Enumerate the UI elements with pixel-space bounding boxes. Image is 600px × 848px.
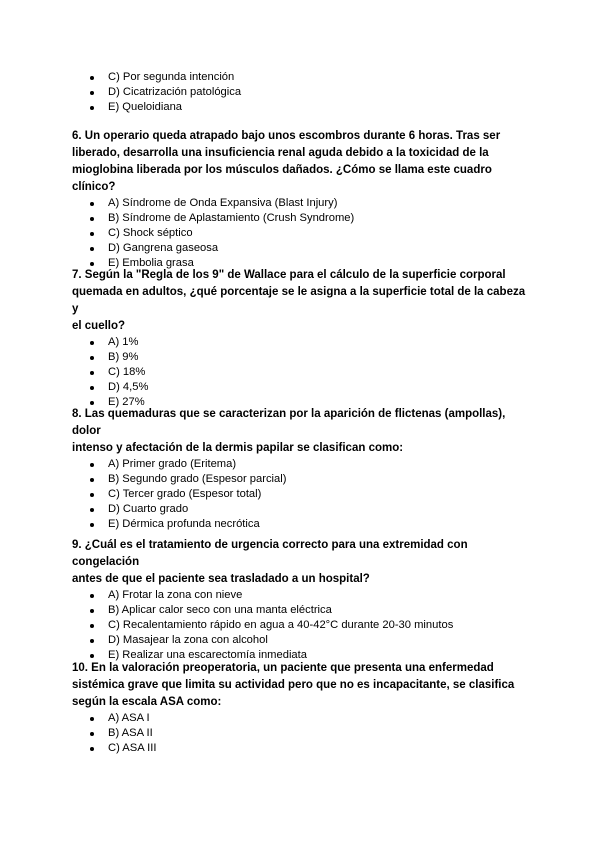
bullet-icon [90, 609, 94, 613]
bullet-icon [90, 401, 94, 405]
question-9 [72, 537, 532, 663]
option-item: E) Embolia grasa [72, 256, 532, 271]
option-list [72, 335, 532, 410]
option-item: B) Aplicar calor seco con una manta eléctrica [72, 603, 532, 618]
question-10 [72, 660, 532, 756]
option-item: C) Tercer grado (Espesor total) [72, 487, 532, 502]
option-item: D) Cicatrización patológica [72, 85, 532, 100]
option-item: C) Shock séptico [72, 226, 532, 241]
bullet-icon [90, 463, 94, 467]
option-item: E) Dérmica profunda necrótica [72, 517, 532, 532]
bullet-icon [90, 106, 94, 110]
bullet-icon [90, 386, 94, 390]
bullet-icon [90, 91, 94, 95]
question-6 [72, 128, 532, 271]
bullet-icon [90, 508, 94, 512]
bullet-icon [90, 232, 94, 236]
bullet-icon [90, 717, 94, 721]
option-item: E) Queloidiana [72, 100, 532, 115]
bullet-icon [90, 523, 94, 527]
question-5-continued [72, 70, 532, 115]
bullet-icon [90, 639, 94, 643]
option-item: D) Masajear la zona con alcohol [72, 633, 532, 648]
question-text: 6. Un operario queda atrapado bajo unos escombros durante 6 horas. Tras ser liberado, desarrolla una insuficiencia renal aguda debido a la toxicidad de la mioglobina liberada por los músculos dañados. ¿Cómo se llama este cuadro clínico? [72, 130, 501, 193]
bullet-icon [90, 247, 94, 251]
option-item: E) 27% [72, 395, 532, 410]
option-item: B) Síndrome de Aplastamiento (Crush Syndrome) [72, 211, 532, 226]
option-item: B) 9% [72, 350, 532, 365]
option-list [72, 457, 532, 532]
option-item: C) 18% [72, 365, 532, 380]
option-item: D) 4,5% [72, 380, 532, 395]
bullet-icon [90, 76, 94, 80]
option-item: C) Recalentamiento rápido en agua a 40-42°C durante 20-30 minutos [72, 618, 532, 633]
bullet-icon [90, 356, 94, 360]
bullet-icon [90, 202, 94, 206]
bullet-icon [90, 262, 94, 266]
question-text: 10. En la valoración preoperatoria, un paciente que presenta una enfermedad sistémica grave que limita su actividad pero que no es incapacitante, se clasifica según la escala ASA como: [72, 662, 515, 708]
option-item: A) ASA I [72, 711, 532, 726]
bullet-icon [90, 654, 94, 658]
option-item: E) Realizar una escarectomía inmediata [72, 648, 532, 663]
question-text: 8. Las quemaduras que se caracterizan por la aparición de flictenas (ampollas), dolor intenso y afectación de la dermis papilar se clasifican como: [72, 408, 506, 454]
option-list [72, 711, 532, 756]
question-8 [72, 406, 532, 532]
option-item: A) Primer grado (Eritema) [72, 457, 532, 472]
option-item: C) ASA III [72, 741, 532, 756]
option-item: A) 1% [72, 335, 532, 350]
option-item: D) Cuarto grado [72, 502, 532, 517]
option-list [72, 196, 532, 271]
bullet-icon [90, 371, 94, 375]
option-item: D) Gangrena gaseosa [72, 241, 532, 256]
bullet-icon [90, 732, 94, 736]
bullet-icon [90, 624, 94, 628]
bullet-icon [90, 747, 94, 751]
bullet-icon [90, 217, 94, 221]
option-item: B) ASA II [72, 726, 532, 741]
question-text: 7. Según la "Regla de los 9" de Wallace para el cálculo de la superficie corporal quemada en adultos, ¿qué porcentaje se le asigna a la superficie total de la cabeza y el cuello? [72, 269, 526, 332]
option-list [72, 588, 532, 663]
question-text: 9. ¿Cuál es el tratamiento de urgencia correcto para una extremidad con congelación antes de que el paciente sea trasladado a un hospital? [72, 539, 468, 585]
question-7 [72, 267, 532, 410]
bullet-icon [90, 478, 94, 482]
bullet-icon [90, 493, 94, 497]
bullet-icon [90, 594, 94, 598]
option-item: C) Por segunda intención [72, 70, 532, 85]
bullet-icon [90, 341, 94, 345]
option-list [72, 70, 532, 115]
option-item: A) Frotar la zona con nieve [72, 588, 532, 603]
option-item: B) Segundo grado (Espesor parcial) [72, 472, 532, 487]
option-item: A) Síndrome de Onda Expansiva (Blast Injury) [72, 196, 532, 211]
